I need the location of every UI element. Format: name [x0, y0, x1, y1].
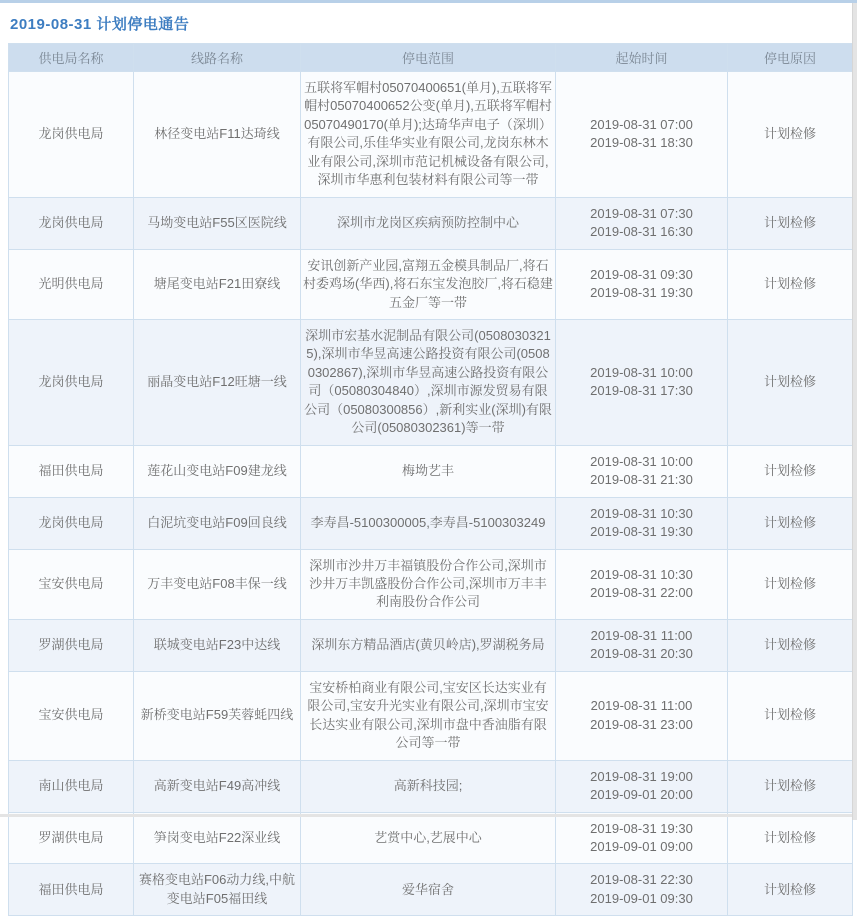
- line-cell: 林径变电站F11达琦线: [134, 72, 301, 198]
- line-cell: 联城变电站F23中达线: [134, 619, 301, 671]
- time-start: 2019-08-31 22:30: [590, 872, 693, 888]
- time-cell: [556, 497, 728, 549]
- time-start: 2019-08-31 07:30: [590, 205, 693, 221]
- time-end: 2019-09-01 09:30: [590, 890, 693, 906]
- line-cell: 赛格变电站F06动力线,中航变电站F05福田线: [134, 864, 301, 916]
- line-cell: 高新变电站F49高冲线: [134, 760, 301, 812]
- line-cell: 塘尾变电站F21田寮线: [134, 249, 301, 319]
- table-row: [9, 497, 853, 549]
- reason-cell: 计划检修: [728, 864, 853, 916]
- time-cell: [556, 197, 728, 249]
- page-title: 2019-08-31 计划停电通告: [10, 16, 190, 33]
- line-cell: 白泥坑变电站F09回良线: [134, 497, 301, 549]
- bureau-cell: 罗湖供电局: [9, 812, 134, 864]
- line-cell: 马坳变电站F55区医院线: [134, 197, 301, 249]
- time-start: 2019-08-31 07:00: [590, 116, 693, 132]
- scope-cell: 五联将军帽村05070400651(单月),五联将军帽村05070400652公变(单月),五联将军帽村05070490170(单月);达琦华声电子（深圳）有限公司,乐佳华实业有限公司,龙岗东林木业有限公司,深圳市范记机械设备有限公司,深圳市华惠利包装材料有限公司等一带: [301, 72, 556, 198]
- time-end: 2019-08-31 19:30: [590, 524, 693, 540]
- horizontal-scrollbar[interactable]: [0, 814, 852, 817]
- scope-cell: 深圳市龙岗区疾病预防控制中心: [301, 197, 556, 249]
- bureau-cell: 龙岗供电局: [9, 319, 134, 445]
- bureau-cell: 龙岗供电局: [9, 197, 134, 249]
- scope-cell: 深圳市宏基水泥制品有限公司(05080303215),深圳市华昱高速公路投资有限公司(05080302867),深圳市华昱高速公路投资有限公司（05080304840）,深圳市源发贸易有限公司（05080300856）,新利实业(深圳)有限公司(05080302361)等一带: [301, 319, 556, 445]
- time-end: 2019-08-31 17:30: [590, 383, 693, 399]
- time-end: 2019-08-31 23:00: [590, 716, 693, 732]
- reason-cell: 计划检修: [728, 619, 853, 671]
- line-cell: 莲花山变电站F09建龙线: [134, 445, 301, 497]
- time-start: 2019-08-31 10:00: [590, 364, 693, 380]
- reason-cell: 计划检修: [728, 760, 853, 812]
- scope-cell: 深圳东方精品酒店(黄贝岭店),罗湖税务局: [301, 619, 556, 671]
- table-row: [9, 319, 853, 445]
- reason-cell: 计划检修: [728, 549, 853, 619]
- time-cell: [556, 249, 728, 319]
- scope-cell: 爱华宿舍: [301, 864, 556, 916]
- time-start: 2019-08-31 10:30: [590, 566, 693, 582]
- column-header: 停电原因: [728, 44, 853, 72]
- time-start: 2019-08-31 10:00: [590, 453, 693, 469]
- reason-cell: 计划检修: [728, 319, 853, 445]
- table-header: [9, 44, 853, 72]
- bureau-cell: 龙岗供电局: [9, 497, 134, 549]
- reason-cell: 计划检修: [728, 671, 853, 760]
- time-cell: [556, 619, 728, 671]
- reason-cell: 计划检修: [728, 497, 853, 549]
- table-row: [9, 249, 853, 319]
- scope-cell: 梅坳艺丰: [301, 445, 556, 497]
- time-start: 2019-08-31 11:00: [590, 627, 693, 643]
- line-cell: 笋岗变电站F22深业线: [134, 812, 301, 864]
- outage-table-body: [9, 72, 853, 916]
- reason-cell: 计划检修: [728, 197, 853, 249]
- time-start: 2019-08-31 09:30: [590, 266, 693, 282]
- line-cell: 万丰变电站F08丰保一线: [134, 549, 301, 619]
- table-row: [9, 445, 853, 497]
- scope-cell: 宝安桥柏商业有限公司,宝安区长达实业有限公司,宝安升光实业有限公司,深圳市宝安长达实业有限公司,深圳市盘中香油脂有限公司等一带: [301, 671, 556, 760]
- time-cell: [556, 319, 728, 445]
- time-end: 2019-08-31 16:30: [590, 224, 693, 240]
- time-start: 2019-08-31 19:30: [590, 820, 693, 836]
- outage-table: [8, 43, 853, 916]
- scope-cell: 高新科技园;: [301, 760, 556, 812]
- time-cell: [556, 671, 728, 760]
- column-header: 线路名称: [134, 44, 301, 72]
- table-row: [9, 197, 853, 249]
- table-row: [9, 812, 853, 864]
- time-start: 2019-08-31 11:00: [590, 698, 693, 714]
- time-cell: [556, 812, 728, 864]
- column-header: 起始时间: [556, 44, 728, 72]
- time-cell: [556, 760, 728, 812]
- scope-cell: 李寿昌-5100300005,李寿昌-5100303249: [301, 497, 556, 549]
- time-cell: [556, 864, 728, 916]
- column-header: 停电范围: [301, 44, 556, 72]
- reason-cell: 计划检修: [728, 249, 853, 319]
- scope-cell: 深圳市沙井万丰福镇股份合作公司,深圳市沙井万丰凯盛股份合作公司,深圳市万丰丰利南股份合作公司: [301, 549, 556, 619]
- table-row: [9, 549, 853, 619]
- bureau-cell: 龙岗供电局: [9, 72, 134, 198]
- reason-cell: 计划检修: [728, 72, 853, 198]
- time-cell: [556, 72, 728, 198]
- table-row: [9, 619, 853, 671]
- column-header: 供电局名称: [9, 44, 134, 72]
- table-row: [9, 864, 853, 916]
- reason-cell: 计划检修: [728, 445, 853, 497]
- reason-cell: 计划检修: [728, 812, 853, 864]
- bureau-cell: 南山供电局: [9, 760, 134, 812]
- scope-cell: 安讯创新产业园,富翔五金模具制品厂,将石村委鸡场(华西),将石东宝发泡胶厂,将石稳建五金厂等一带: [301, 249, 556, 319]
- time-cell: [556, 549, 728, 619]
- table-row: [9, 72, 853, 198]
- outage-notice-page: [0, 3, 852, 916]
- vertical-scrollbar[interactable]: [852, 3, 857, 820]
- table-header-row: [9, 44, 853, 72]
- time-end: 2019-09-01 20:00: [590, 787, 693, 803]
- line-cell: 新桥变电站F59芙蓉蚝四线: [134, 671, 301, 760]
- bureau-cell: 宝安供电局: [9, 549, 134, 619]
- time-end: 2019-08-31 21:30: [590, 472, 693, 488]
- line-cell: 丽晶变电站F12旺塘一线: [134, 319, 301, 445]
- scope-cell: 艺赏中心,艺展中心: [301, 812, 556, 864]
- time-end: 2019-08-31 22:00: [590, 585, 693, 601]
- time-end: 2019-08-31 20:30: [590, 646, 693, 662]
- time-start: 2019-08-31 10:30: [590, 505, 693, 521]
- time-end: 2019-08-31 18:30: [590, 135, 693, 151]
- bureau-cell: 罗湖供电局: [9, 619, 134, 671]
- time-cell: [556, 445, 728, 497]
- bureau-cell: 宝安供电局: [9, 671, 134, 760]
- table-row: [9, 760, 853, 812]
- time-end: 2019-09-01 09:00: [590, 838, 693, 854]
- time-start: 2019-08-31 19:00: [590, 768, 693, 784]
- bureau-cell: 福田供电局: [9, 445, 134, 497]
- time-end: 2019-08-31 19:30: [590, 285, 693, 301]
- bureau-cell: 光明供电局: [9, 249, 134, 319]
- table-row: [9, 671, 853, 760]
- bureau-cell: 福田供电局: [9, 864, 134, 916]
